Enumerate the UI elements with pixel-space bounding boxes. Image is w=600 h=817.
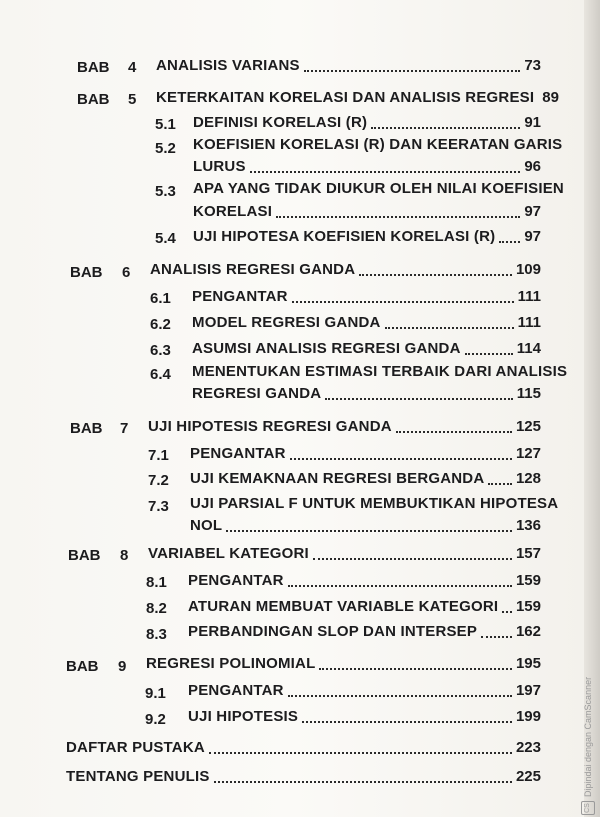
toc-entry-section[interactable] <box>192 312 541 334</box>
leader-dots <box>481 624 512 638</box>
page-number: 109 <box>515 261 541 278</box>
chapter-title: REGRESI POLINOMIAL <box>146 655 316 672</box>
toc-entry-section[interactable] <box>188 596 541 618</box>
leader-dots <box>250 159 521 173</box>
section-number: 8.1 <box>146 574 167 591</box>
page-number: 159 <box>515 572 541 589</box>
toc-entry-section[interactable] <box>193 156 541 178</box>
page-number: 114 <box>516 340 541 357</box>
page-number: 115 <box>516 385 541 402</box>
chapter-label: BAB <box>66 658 99 675</box>
page-number: 195 <box>515 655 541 672</box>
toc-entry-chapter[interactable] <box>156 87 559 109</box>
section-title-continued: REGRESI GANDA <box>192 385 322 402</box>
section-number: 9.2 <box>145 711 166 728</box>
section-title: ATURAN MEMBUAT VARIABLE KATEGORI <box>188 598 499 615</box>
section-number: 5.3 <box>155 183 176 200</box>
section-title-continued: NOL <box>190 517 223 534</box>
leader-dots <box>502 599 512 613</box>
leader-dots <box>302 709 512 723</box>
section-title: UJI HIPOTESA KOEFISIEN KORELASI (R) <box>193 228 496 245</box>
chapter-number: 6 <box>122 264 131 281</box>
chapter-number: 8 <box>120 547 129 564</box>
leader-dots <box>209 740 512 754</box>
section-number: 9.1 <box>145 685 166 702</box>
page-number: 96 <box>524 158 541 175</box>
page-number: 127 <box>515 445 541 462</box>
page-number: 157 <box>515 545 541 562</box>
toc-entry-backmatter[interactable] <box>66 737 541 759</box>
section-number: 6.1 <box>150 290 171 307</box>
chapter-title: ANALISIS REGRESI GANDA <box>150 261 356 278</box>
section-number: 5.2 <box>155 140 176 157</box>
toc-entry-chapter[interactable] <box>156 55 541 77</box>
leader-dots <box>488 471 512 485</box>
leader-dots <box>304 58 521 72</box>
leader-dots <box>319 656 512 670</box>
leader-dots <box>288 683 512 697</box>
leader-dots <box>276 204 520 218</box>
toc-entry-chapter[interactable] <box>150 259 541 281</box>
section-number: 7.2 <box>148 472 169 489</box>
toc-entry-section[interactable] <box>193 201 541 223</box>
toc-entry-chapter[interactable] <box>146 653 541 675</box>
backmatter-title: TENTANG PENULIS <box>66 768 210 785</box>
backmatter-title: DAFTAR PUSTAKA <box>66 739 205 756</box>
section-title: PENGANTAR <box>188 682 284 699</box>
leader-dots <box>288 573 512 587</box>
page-number: 111 <box>517 288 541 305</box>
chapter-label: BAB <box>70 264 103 281</box>
chapter-title: ANALISIS VARIANS <box>156 57 300 74</box>
toc-entry-section[interactable] <box>193 112 541 134</box>
chapter-title: UJI HIPOTESIS REGRESI GANDA <box>148 418 392 435</box>
leader-dots <box>290 446 512 460</box>
page-number: 73 <box>524 57 541 74</box>
leader-dots <box>371 115 520 129</box>
section-title-continued: LURUS <box>193 158 246 175</box>
section-title: DEFINISI KORELASI (R) <box>193 114 368 131</box>
page-number: 159 <box>515 598 541 615</box>
section-title: MODEL REGRESI GANDA <box>192 314 381 331</box>
page-number: 91 <box>524 114 541 131</box>
section-number: 7.3 <box>148 498 169 515</box>
leader-dots <box>313 546 512 560</box>
section-number: 6.4 <box>150 366 171 383</box>
toc-entry-section[interactable] <box>188 706 541 728</box>
leader-dots <box>359 262 512 276</box>
page-number: 111 <box>517 314 541 331</box>
chapter-label: BAB <box>68 547 101 564</box>
leader-dots <box>325 386 513 400</box>
toc-entry-section[interactable] <box>192 286 541 308</box>
section-title: PENGANTAR <box>188 572 284 589</box>
page-number: 128 <box>515 470 541 487</box>
page-number: 125 <box>515 418 541 435</box>
toc-entry-section[interactable] <box>190 468 541 490</box>
section-title: PENGANTAR <box>192 288 288 305</box>
chapter-number: 7 <box>120 420 129 437</box>
page-number: 225 <box>515 768 541 785</box>
toc-entry-section[interactable] <box>190 515 541 537</box>
page-number: 223 <box>515 739 541 756</box>
leader-dots <box>499 229 520 243</box>
camscanner-logo-icon: CS <box>581 801 595 815</box>
toc-entry-section[interactable] <box>188 570 541 592</box>
chapter-number: 4 <box>128 59 137 76</box>
section-title: PERBANDINGAN SLOP DAN INTERSEP <box>188 623 478 640</box>
section-number: 7.1 <box>148 447 169 464</box>
page-number: 89 <box>542 89 559 106</box>
section-title: UJI KEMAKNAAN REGRESI BERGANDA <box>190 470 485 487</box>
section-number: 8.3 <box>146 626 167 643</box>
toc-entry-backmatter[interactable] <box>66 766 541 788</box>
section-number: 6.3 <box>150 342 171 359</box>
page-number: 136 <box>515 517 541 534</box>
page-number: 97 <box>524 203 541 220</box>
leader-dots <box>214 769 512 783</box>
page-number: 162 <box>515 623 541 640</box>
chapter-title: KETERKAITAN KORELASI DAN ANALISIS REGRESI <box>156 89 535 106</box>
page-number: 199 <box>515 708 541 725</box>
section-title: ASUMSI ANALISIS REGRESI GANDA <box>192 340 461 357</box>
section-number: 5.4 <box>155 230 176 247</box>
toc-entry-chapter[interactable] <box>148 416 541 438</box>
leader-dots <box>465 341 513 355</box>
leader-dots <box>385 315 514 329</box>
chapter-number: 9 <box>118 658 127 675</box>
leader-dots <box>292 289 514 303</box>
toc-entry-section[interactable] <box>193 226 541 248</box>
section-title: UJI HIPOTESIS <box>188 708 299 725</box>
chapter-label: BAB <box>77 91 110 108</box>
toc-entry-section[interactable] <box>192 383 541 405</box>
watermark-text: Dipindai dengan CamScanner <box>583 676 593 797</box>
toc-entry-chapter[interactable] <box>148 543 541 565</box>
chapter-number: 5 <box>128 91 137 108</box>
chapter-label: BAB <box>77 59 110 76</box>
section-title[interactable]: KOEFISIEN KORELASI (R) DAN KEERATAN GARIS <box>193 136 563 153</box>
section-title: PENGANTAR <box>190 445 286 462</box>
section-title-continued: KORELASI <box>193 203 273 220</box>
chapter-label: BAB <box>70 420 103 437</box>
toc-entry-section[interactable] <box>190 443 541 465</box>
section-title[interactable]: APA YANG TIDAK DIUKUR OLEH NILAI KOEFISIEN <box>193 180 564 197</box>
scanner-watermark <box>581 677 595 815</box>
leader-dots <box>396 419 512 433</box>
section-number: 5.1 <box>155 116 176 133</box>
page-number: 197 <box>515 682 541 699</box>
chapter-title: VARIABEL KATEGORI <box>148 545 309 562</box>
page-number: 97 <box>524 228 541 245</box>
section-number: 8.2 <box>146 600 167 617</box>
section-title[interactable]: MENENTUKAN ESTIMASI TERBAIK DARI ANALISIS <box>192 363 568 380</box>
toc-entry-section[interactable] <box>188 621 541 643</box>
toc-entry-section[interactable] <box>192 338 541 360</box>
leader-dots <box>226 518 512 532</box>
section-number: 6.2 <box>150 316 171 333</box>
toc-entry-section[interactable] <box>188 680 541 702</box>
section-title[interactable]: UJI PARSIAL F UNTUK MEMBUKTIKAN HIPOTESA <box>190 495 559 512</box>
